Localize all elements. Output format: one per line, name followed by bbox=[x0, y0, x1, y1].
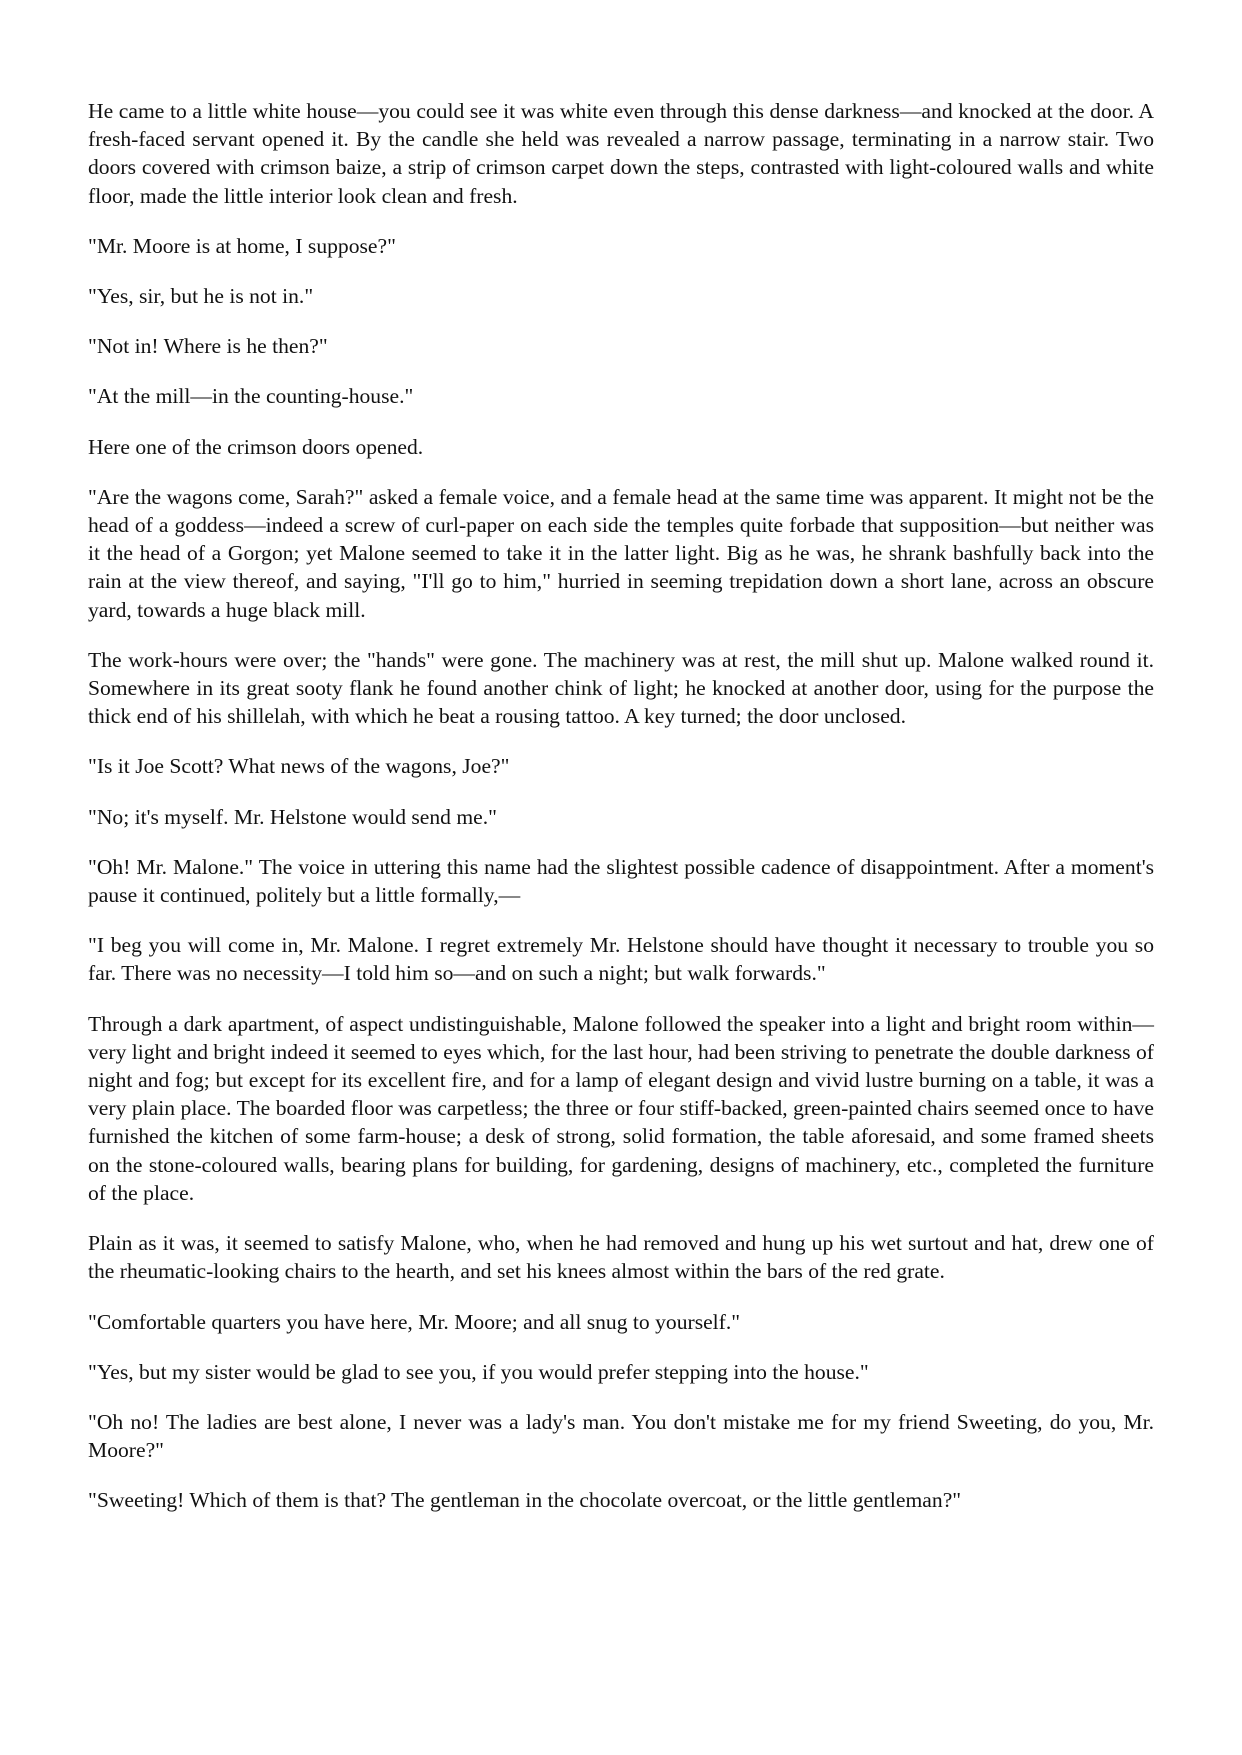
paragraph-2: "Mr. Moore is at home, I suppose?" bbox=[88, 233, 396, 258]
paragraph-4: "Not in! Where is he then?" bbox=[88, 334, 328, 359]
paragraph-11: "Oh! Mr. Malone." The voice in uttering this name had the slightest possible cadence of disappointment. After a moment's pause it continued, politely but a little formally,— bbox=[88, 854, 1154, 908]
paragraph-3: "Yes, sir, but he is not in." bbox=[88, 284, 314, 309]
paragraph-12: "I beg you will come in, Mr. Malone. I regret extremely Mr. Helstone should have thought it necessary to trouble you so far. There was no necessity—I told him so—and on such a night; but walk forwards." bbox=[88, 933, 1154, 986]
paragraph-1: He came to a little white house—you could see it was white even through this dense darkness—and knocked at the door. A fresh-faced servant opened it. By the candle she held was revealed a narrow passage, terminating in a narrow stair. Two doors covered with crimson baize, a strip of crimson carpet down the steps, contrasted with light-coloured walls and white floor, made the little interior look clean and fresh. bbox=[88, 99, 1154, 208]
paragraph-13: Through a dark apartment, of aspect undistinguishable, Malone followed the speaker into a light and bright room within—very light and bright indeed it seemed to eyes which, for the last hour, had been striving to penetrate the double darkness of night and fog; but except for its excellent fire, and for a lamp of elegant design and vivid lustre burning on a table, it was a very plain place. The boarded floor was carpetless; the three or four stiff-backed, green-painted chairs seemed once to have furnished the kitchen of some farm-house; a desk of strong, solid formation, the table aforesaid, and some framed sheets on the stone-coloured walls, bearing plans for building, for gardening, designs of machinery, etc., completed the furniture of the place. bbox=[88, 1011, 1154, 1205]
document-page bbox=[88, 97, 1154, 1537]
paragraph-5: "At the mill—in the counting-house." bbox=[88, 384, 414, 409]
paragraph-8: The work-hours were over; the "hands" were gone. The machinery was at rest, the mill shut up. Malone walked round it. Somewhere in its great sooty flank he found another chink of light; he knocked at another door, using for the purpose the thick end of his shillelah, with which he beat a rousing tattoo. A key turned; the door unclosed. bbox=[88, 647, 1154, 729]
paragraph-15: "Comfortable quarters you have here, Mr. Moore; and all snug to yourself." bbox=[88, 1309, 741, 1334]
paragraph-7: "Are the wagons come, Sarah?" asked a female voice, and a female head at the same time was apparent. It might not be the head of a goddess—indeed a screw of curl-paper on each side the temples quite forbade that supposition—but neither was it the head of a Gorgon; yet Malone seemed to take it in the latter light. Big as he was, he shrank bashfully back into the rain at the view thereof, and saying, "I'll go to him," hurried in seeming trepidation down a short lane, across an obscure yard, towards a huge black mill. bbox=[88, 484, 1154, 622]
paragraph-9: "Is it Joe Scott? What news of the wagons, Joe?" bbox=[88, 754, 510, 779]
paragraph-18: "Sweeting! Which of them is that? The gentleman in the chocolate overcoat, or the little gentleman?" bbox=[88, 1488, 962, 1513]
paragraph-17: "Oh no! The ladies are best alone, I never was a lady's man. You don't mistake me for my friend Sweeting, do you, Mr. Moore?" bbox=[88, 1409, 1154, 1463]
paragraph-16: "Yes, but my sister would be glad to see you, if you would prefer stepping into the house." bbox=[88, 1359, 869, 1384]
paragraph-6: Here one of the crimson doors opened. bbox=[88, 434, 424, 459]
paragraph-10: "No; it's myself. Mr. Helstone would send me." bbox=[88, 804, 497, 829]
paragraph-14: Plain as it was, it seemed to satisfy Malone, who, when he had removed and hung up his wet surtout and hat, drew one of the rheumatic-looking chairs to the hearth, and set his knees almost within the bars of the red grate. bbox=[88, 1231, 1154, 1284]
